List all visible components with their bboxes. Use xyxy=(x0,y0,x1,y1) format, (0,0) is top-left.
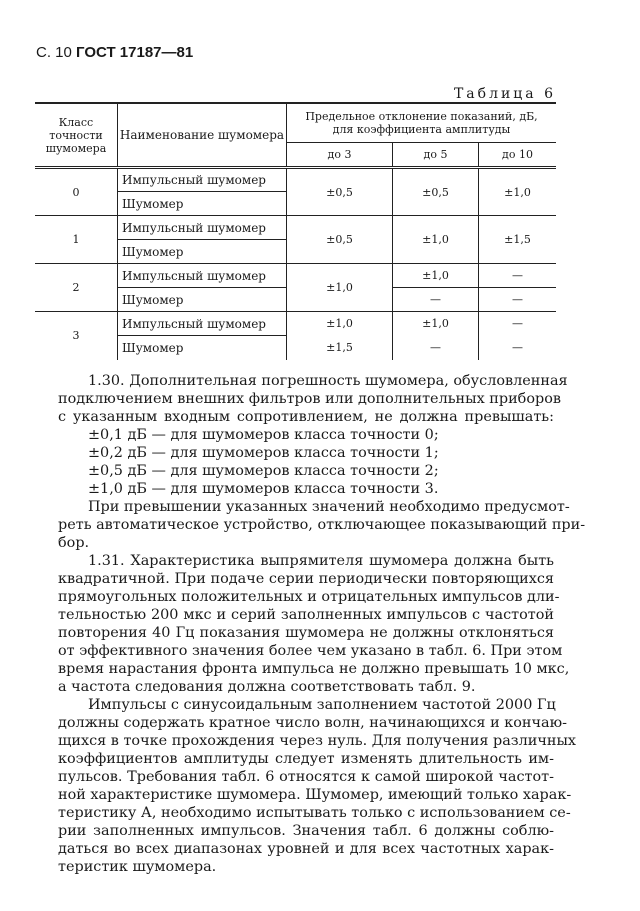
name-cell: Импульсный шумомер xyxy=(118,168,287,192)
text-line: тельностью 200 мкс и серий заполненных импульсов с частотой xyxy=(58,607,554,623)
value-cell: ±1,0 xyxy=(287,264,393,312)
text-line: коэффициентов амплитуды следует изменять длительность им- xyxy=(58,751,554,767)
class-cell: 3 xyxy=(72,329,80,343)
value-cell: ±0,5 xyxy=(287,168,393,216)
name-cell: Шумомер xyxy=(118,192,287,216)
header-sub-10: до 10 xyxy=(479,143,557,168)
text-line: время нарастания фронта импульса не должно превышать 10 мкс, xyxy=(58,661,570,677)
value-cell: — xyxy=(479,336,557,360)
name-cell: Шумомер xyxy=(118,240,287,264)
text-line: ±0,5 дБ — для шумомеров класса точности 2; xyxy=(88,463,439,479)
value-cell: ±1,0 xyxy=(393,216,479,264)
table-caption: Таблица 6 xyxy=(453,86,556,102)
header-class: Класс точности шумомера xyxy=(35,103,118,168)
text-line: При превышении указанных значений необходимо предусмот- xyxy=(88,499,570,515)
value-cell: — xyxy=(479,312,557,336)
value-cell: ±1,5 xyxy=(479,216,557,264)
header-sub-5: до 5 xyxy=(393,143,479,168)
header-sub-3: до 3 xyxy=(287,143,393,168)
class-cell: 1 xyxy=(35,216,118,264)
text-line: квадратичной. При подаче серии периодически повторяющихся xyxy=(58,571,554,587)
text-line: теристику А, необходимо испытывать только с использованием се- xyxy=(58,805,571,821)
standard-number: ГОСТ 17187—81 xyxy=(76,44,194,61)
value-cell: ±1,0 xyxy=(393,264,479,288)
body-text xyxy=(58,372,586,876)
value-cell: — xyxy=(393,336,479,360)
value-cell: — xyxy=(479,264,557,288)
class-cell: 0 xyxy=(35,168,118,216)
text-line: теристик шумомера. xyxy=(58,859,217,875)
header-deviation: Предельное отклонение показаний, дБ, для коэффициента амплитуды xyxy=(287,103,557,143)
text-line: ±0,1 дБ — для шумомеров класса точности 0; xyxy=(88,427,439,443)
text-line: щихся в точке прохождения через нуль. Для получения различных xyxy=(58,733,577,749)
text-line: прямоугольных положительных и отрицательных импульсов дли- xyxy=(58,589,560,605)
text-line: даться во всех диапазонах уровней и для всех частотных харак- xyxy=(58,841,554,857)
name-cell: Импульсный шумомер xyxy=(118,312,287,336)
value-cell: — xyxy=(479,288,557,312)
text-line: повторения 40 Гц показания шумомера не должны отклоняться xyxy=(58,625,554,641)
value-cell: — xyxy=(393,288,479,312)
value-cell: ±1,0 xyxy=(287,312,393,336)
text-line: рии заполненных импульсов. Значения табл. 6 должны соблю- xyxy=(58,823,554,839)
name-cell: Импульсный шумомер xyxy=(118,216,287,240)
text-line: подключением внешних фильтров или дополнительных приборов xyxy=(58,391,561,407)
text-line: а частота следования должна соответствовать табл. 9. xyxy=(58,679,476,695)
value-cell: ±1,0 xyxy=(479,168,557,216)
class-cell: 2 xyxy=(35,264,118,312)
text-line: Импульсы с синусоидальным заполнением частотой 2000 Гц xyxy=(88,697,556,713)
text-line: бор. xyxy=(58,535,90,551)
value-cell: ±1,5 xyxy=(287,336,393,360)
text-line: с указанным входным сопротивлением, не должна превышать: xyxy=(58,409,554,425)
value-cell: ±1,0 xyxy=(393,312,479,336)
text-line: от эффективного значения более чем указано в табл. 6. При этом xyxy=(58,643,563,659)
text-line: 1.31. Характеристика выпрямителя шумомера должна быть xyxy=(88,553,554,569)
value-cell: ±0,5 xyxy=(393,168,479,216)
name-cell: Шумомер xyxy=(118,288,287,312)
value-cell: ±0,5 xyxy=(287,216,393,264)
text-line: ±0,2 дБ — для шумомеров класса точности 1; xyxy=(88,445,439,461)
text-line: ной характеристике шумомера. Шумомер, имеющий только харак- xyxy=(58,787,572,803)
page-number: С. 10 xyxy=(36,44,72,61)
text-line: ±1,0 дБ — для шумомеров класса точности 3. xyxy=(88,481,439,497)
header-name: Наименование шумомера xyxy=(118,103,287,168)
table-6 xyxy=(35,102,556,360)
text-line: реть автоматическое устройство, отключающее показывающий при- xyxy=(58,517,586,533)
text-line: 1.30. Дополнительная погрешность шумомера, обусловленная xyxy=(88,373,568,389)
name-cell: Шумомер xyxy=(118,336,287,360)
page-header xyxy=(36,44,193,61)
text-line: должны содержать кратное число волн, начинающихся и кончаю- xyxy=(58,715,567,731)
name-cell: Импульсный шумомер xyxy=(118,264,287,288)
text-line: пульсов. Требования табл. 6 относятся к самой широкой частот- xyxy=(58,769,554,785)
